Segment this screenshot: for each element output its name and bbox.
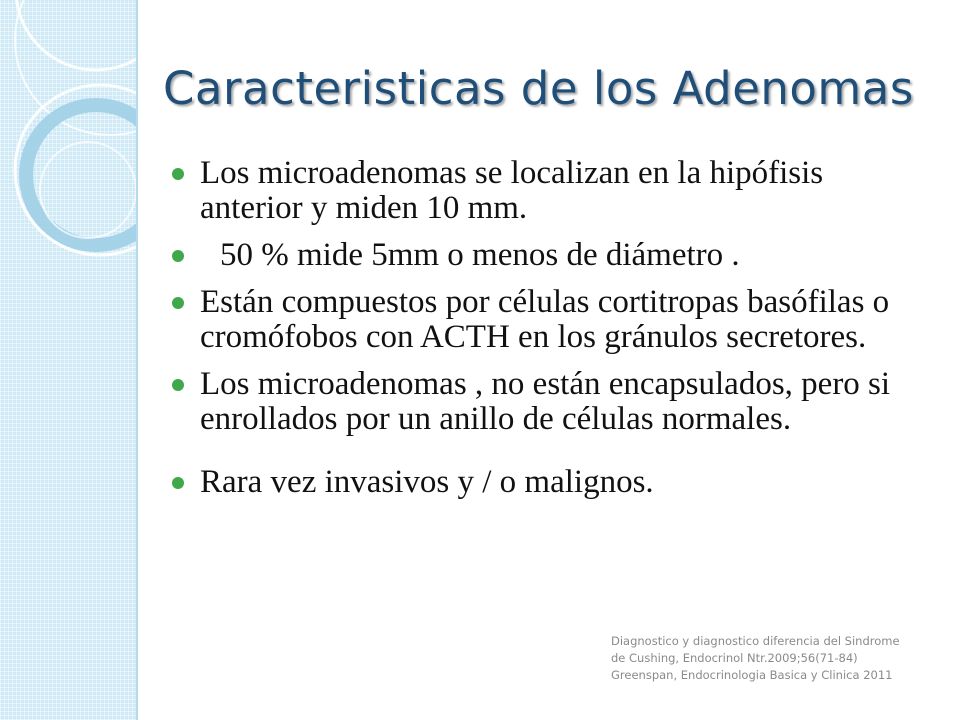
bullet-text: 50 % mide 5mm o menos de diámetro . (220, 237, 740, 273)
bullet-dot-icon (172, 477, 184, 489)
bullet-text: Los microadenomas se localizan en la hipófisis anterior y miden 10 mm. (200, 155, 824, 226)
citation-note: Diagnostico y diagnostico diferencia del Sindrome de Cushing, Endocrinol Ntr.2009;56(71-84) Greenspan, Endocrinologia Basica y Clinica 2011 (611, 634, 900, 682)
bullet-text: Rara vez invasivos y / o malignos. (200, 464, 654, 500)
bullet-item (172, 285, 912, 355)
bullet-item (172, 367, 912, 437)
bullet-text: Los microadenomas , no están encapsulados, pero si enrollados por un anillo de células normales. (200, 366, 891, 437)
bullet-item (172, 156, 912, 226)
decorative-sidebar (0, 0, 138, 720)
bullet-dot-icon (172, 250, 184, 262)
decorative-rings-graphic (0, 0, 136, 720)
bullet-dot-icon (172, 379, 184, 391)
bullet-text: Están compuestos por células cortitropas basófilas o cromófobos con ACTH en los gránulos secretores. (200, 284, 890, 355)
bullet-dot-icon (172, 297, 184, 309)
bullet-item (172, 238, 912, 273)
bullet-list (172, 156, 912, 512)
bullet-dot-icon (172, 168, 184, 180)
slide-title: Caracteristicas de los Adenomas (163, 62, 914, 115)
bullet-item (172, 465, 912, 500)
